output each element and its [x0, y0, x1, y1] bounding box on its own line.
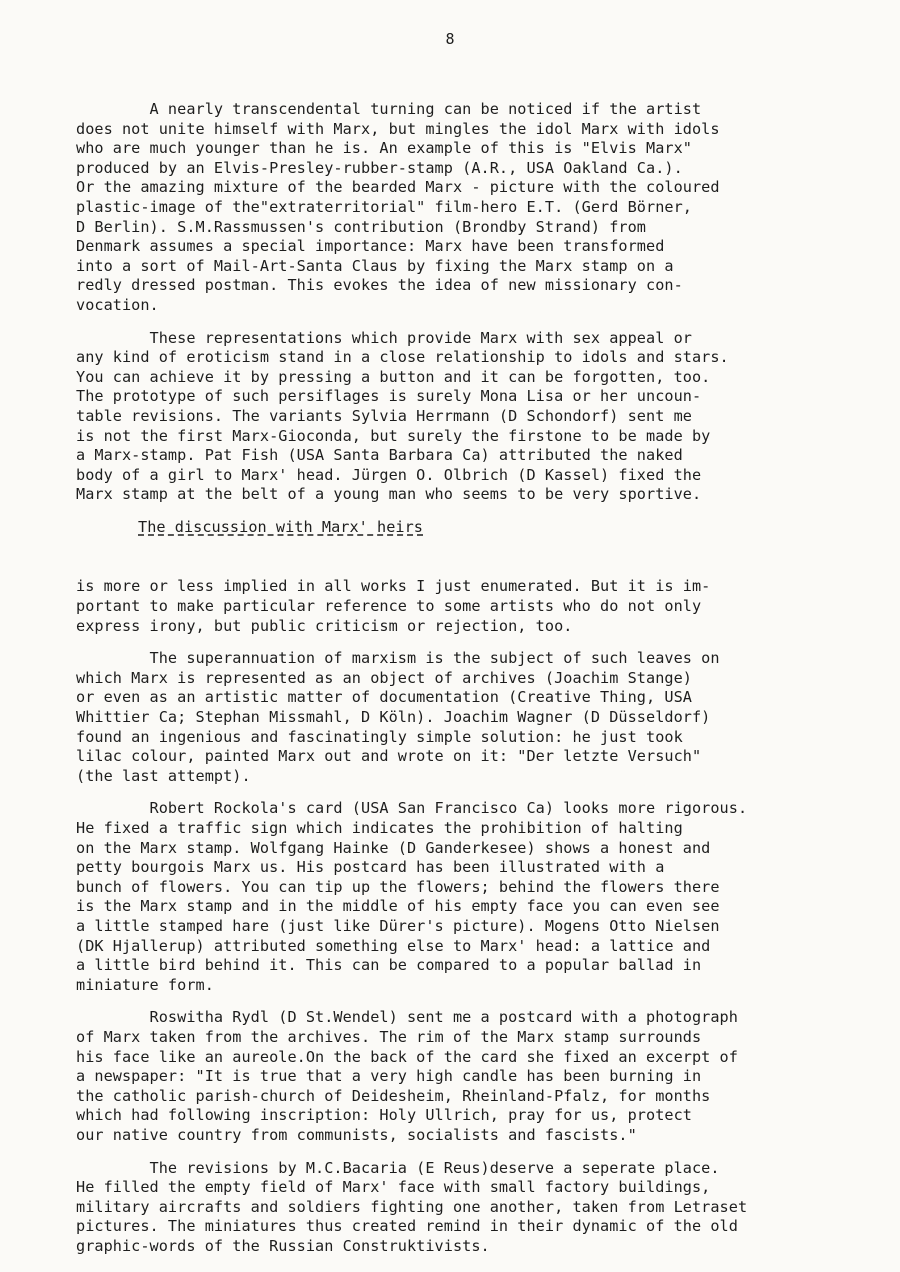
paragraph: The superannuation of marxism is the subject of such leaves on which Marx is represented as an object of archives (Joachim Stange) or even as an artistic matter of documentation (Creative Thing, USA Whittier Ca; Stephan Missmahl, D Köln). Joachim Wagner (D Düsseldorf) found an ingenious and fascinatingly simple solution: he just took lilac colour, painted Marx out and wrote on it: "Der letzte Versuch" (the last attempt).	[76, 649, 720, 785]
paragraph: Roswitha Rydl (D St.Wendel) sent me a postcard with a photograph of Marx taken from the archives. The rim of the Marx stamp surrounds his face like an aureole.On the back of the card she fixed an excerpt of a newspaper: "It is true that a very high candle has been burning in the catholic parish-church of Deidesheim, Rheinland-Pfalz, for months which had following inscription: Holy Ullrich, pray for us, protect our native country from communists, socialists and fascists."	[76, 1008, 738, 1144]
page-number: 8	[445, 30, 455, 48]
section-heading: The discussion with Marx' heirs	[138, 517, 424, 536]
paragraph: Robert Rockola's card (USA San Francisco Ca) looks more rigorous. He fixed a traffic sign which indicates the prohibition of halting on the Marx stamp. Wolfgang Hainke (D Ganderkesee) shows a honest and petty bourgois Marx us. His postcard has been illustrated with a bunch of flowers. You can tip up the flowers; behind the flowers there is the Marx stamp and in the middle of his empty face you can even see a little stamped hare (just like Dürer's picture). Mogens Otto Nielsen (DK Hjallerup) attributed something else to Marx' head: a lattice and a little bird behind it. This can be compared to a popular ballad in miniature form.	[76, 799, 748, 994]
paragraph: The revisions by M.C.Bacaria (E Reus)deserve a seperate place. He filled the empty field of Marx' face with small factory buildings, military aircrafts and soldiers fighting one another, taken from Letraset pictures. The miniatures thus created remind in their dynamic of the old graphic-words of the Russian Construktivists.	[76, 1158, 748, 1255]
paragraph: A nearly transcendental turning can be noticed if the artist does not unite himself with Marx, but mingles the idol Marx with idols who are much younger than he is. An example of this is "Elvis Marx" produced by an Elvis-Presley-rubber-stamp (A.R., USA Oakland Ca.). Or the amazing mixture of the bearded Marx - picture with the coloured plastic-image of the"extraterritorial" film-hero E.T. (Gerd Börner, D Berlin). S.M.Rassmussen's contribution (Brondby Strand) from Denmark assumes a special importance: Marx have been transformed into a sort of Mail-Art-Santa Claus by fixing the Marx stamp on a redly dressed postman. This evokes the idea of new missionary con- vocation.	[76, 100, 720, 314]
paragraph: is more or less implied in all works I just enumerated. But it is im- portant to make particular reference to some artists who do not only express irony, but public criticism or rejection, too.	[76, 577, 711, 635]
paragraph: These representations which provide Marx with sex appeal or any kind of eroticism stand in a close relationship to idols and stars. You can achieve it by pressing a button and it can be forgotten, too. The prototype of such persiflages is surely Mona Lisa or her uncoun- table revisions. The variants Sylvia Herrmann (D Schondorf) sent me is not the first Marx-Gioconda, but surely the firstone to be made by a Marx-stamp. Pat Fish (USA Santa Barbara Ca) attributed the naked body of a girl to Marx' head. Jürgen O. Olbrich (D Kassel) fixed the Marx stamp at the belt of a young man who seems to be very sportive.	[76, 328, 729, 504]
document-body	[76, 100, 876, 1269]
